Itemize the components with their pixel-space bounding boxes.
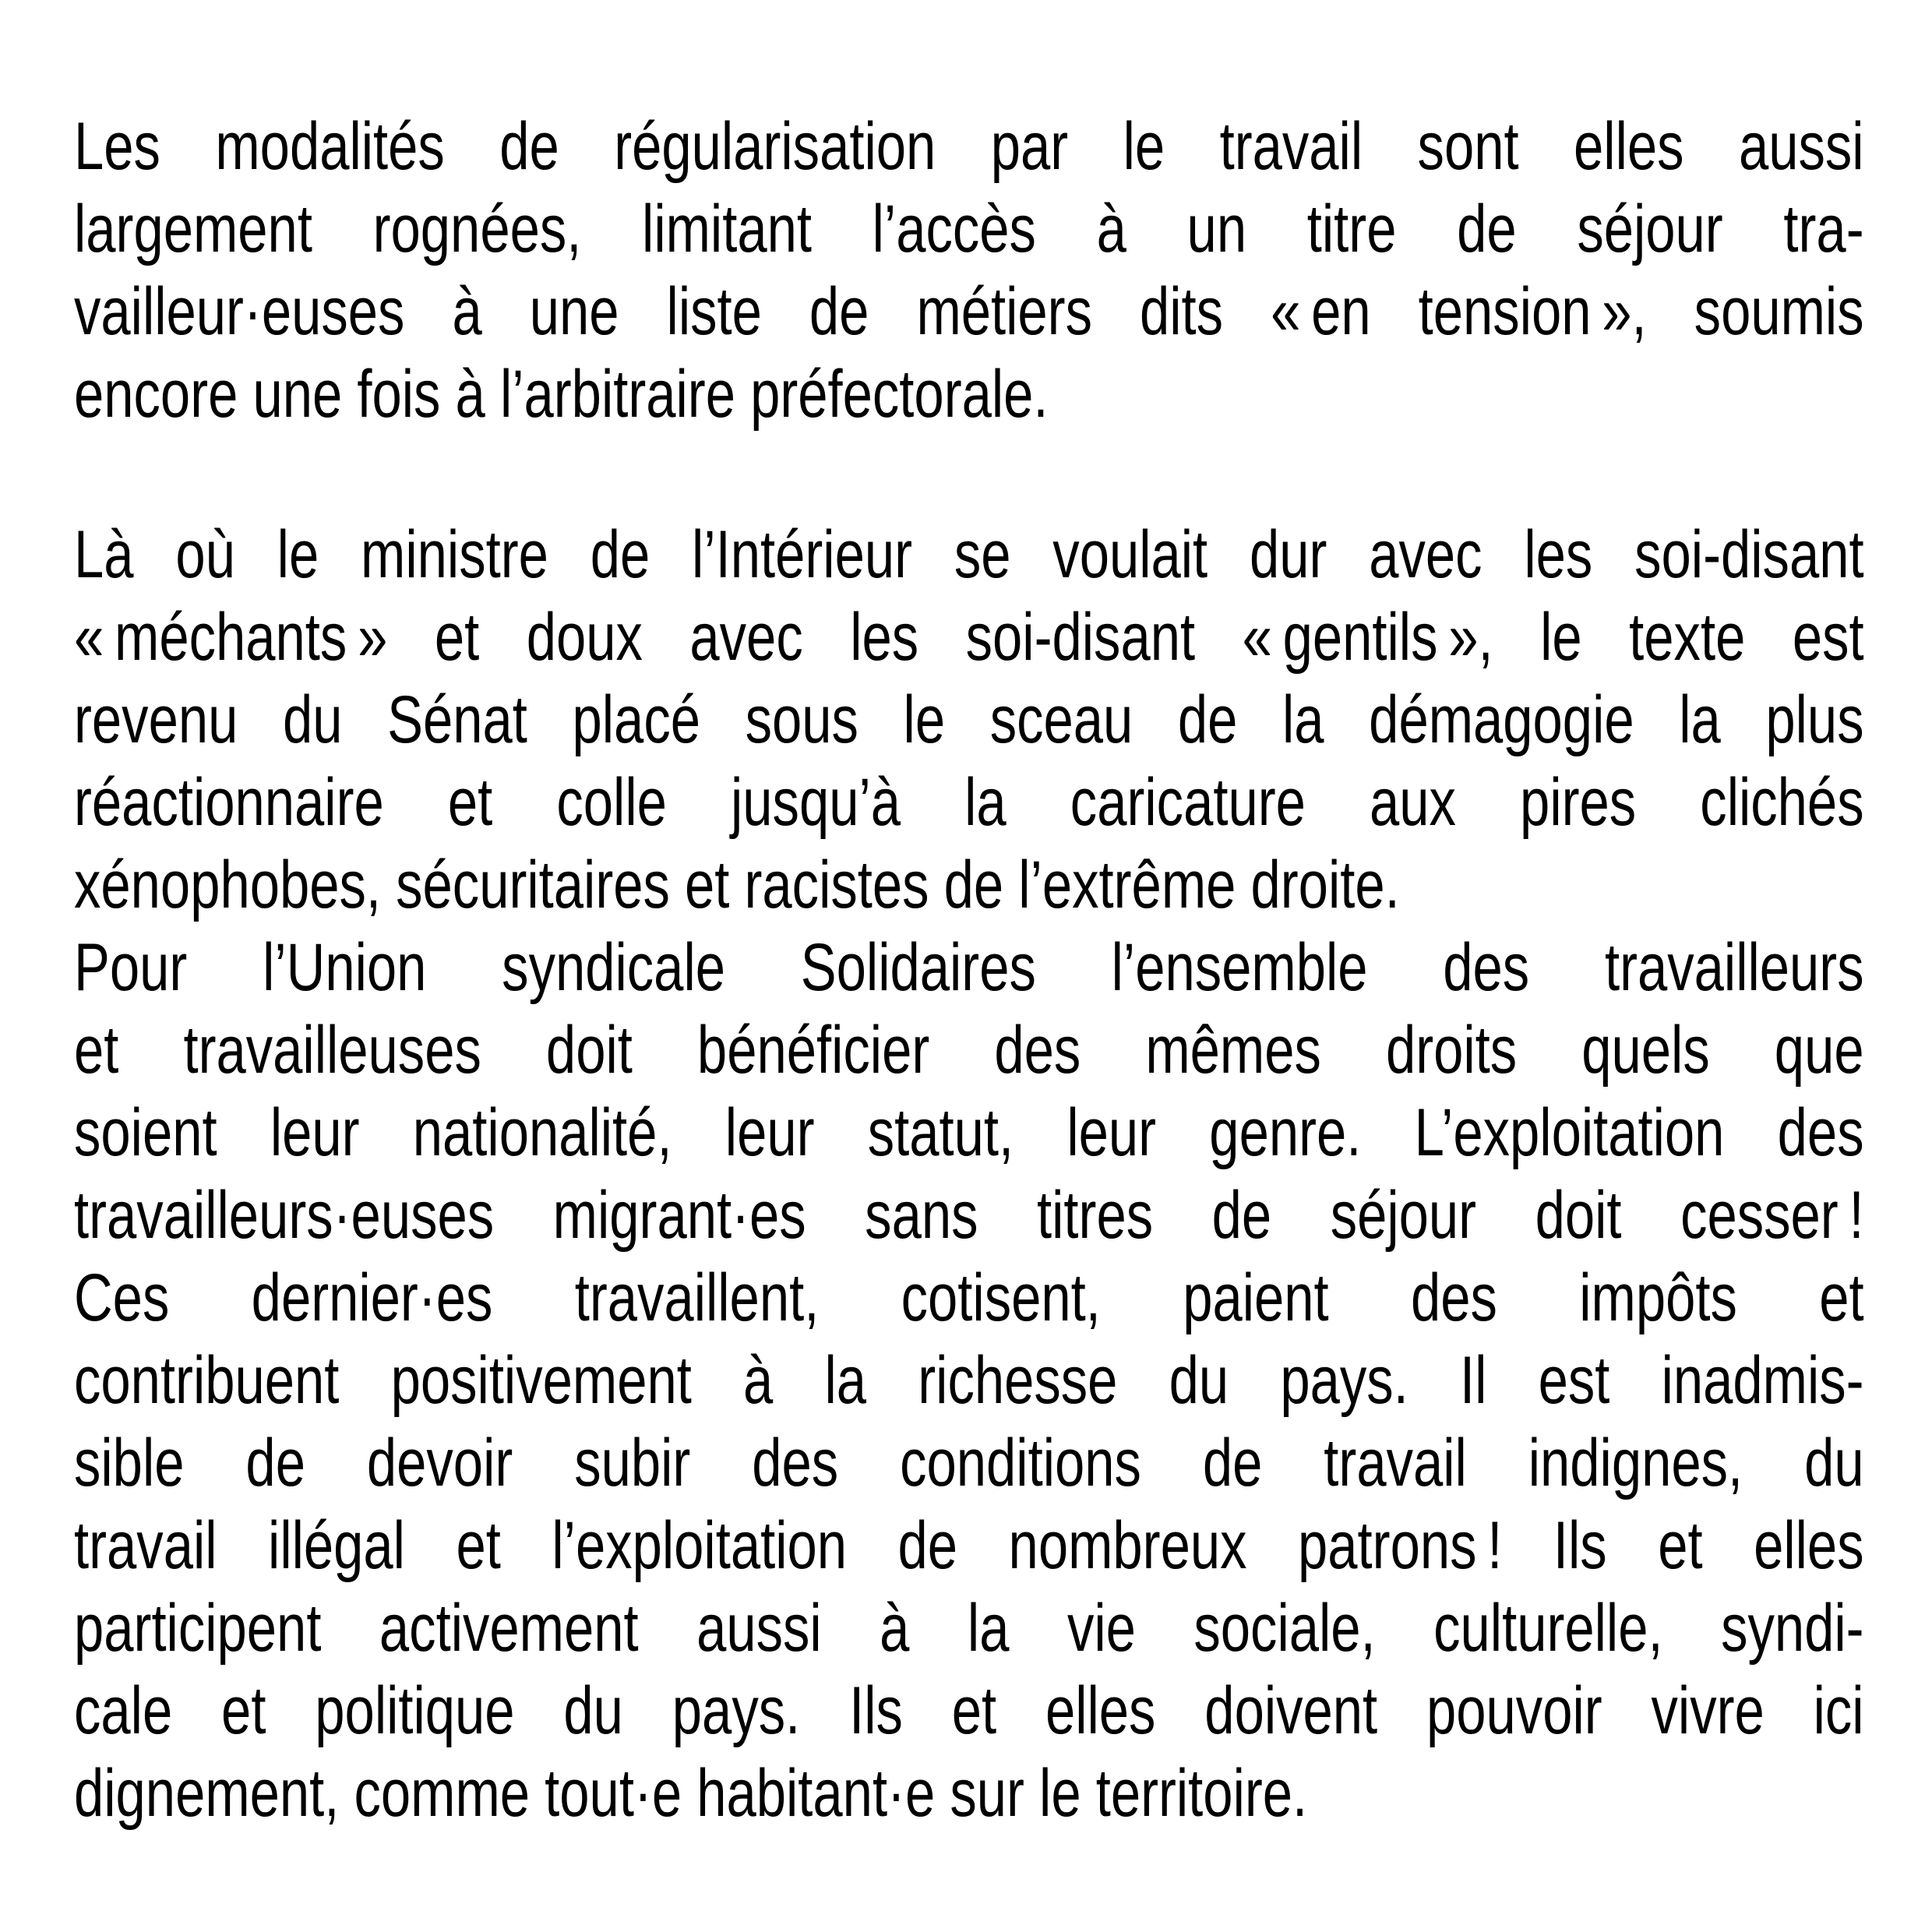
paragraph-ministre-interieur [74, 513, 1864, 926]
text-line: encore une fois à l’arbitraire préfectorale. [74, 357, 1049, 432]
text-line: soient leur nationalité, leur statut, leur genre. L’exploitation des [74, 1095, 1864, 1170]
text-line: dignement, comme tout·e habitant·e sur le territoire. [74, 1756, 1308, 1831]
text-line: participent activement aussi à la vie sociale, culturelle, syndi- [74, 1591, 1864, 1666]
text-line: vailleur·euses à une liste de métiers dits « en tension », soumis [74, 274, 1864, 349]
text-line: réactionnaire et colle jusqu’à la caricature aux pires clichés [74, 765, 1864, 840]
text-line: travail illégal et l’exploitation de nombreux patrons ! Ils et elles [74, 1508, 1864, 1583]
text-line: Pour l’Union syndicale Solidaires l’ensemble des travailleurs [74, 930, 1864, 1005]
text-line: xénophobes, sécuritaires et racistes de l’extrême droite. [74, 848, 1400, 922]
text-line: largement rognées, limitant l’accès à un titre de séjour tra- [74, 192, 1864, 266]
text-line: Les modalités de régularisation par le travail sont elles aussi [74, 109, 1864, 184]
paragraph-regularisation-travail [74, 105, 1864, 435]
text-line: sible de devoir subir des conditions de travail indignes, du [74, 1426, 1864, 1500]
text-line: et travailleuses doit bénéficier des mêmes droits quels que [74, 1013, 1864, 1088]
text-line: travailleurs·euses migrant·es sans titres de séjour doit cesser ! [74, 1178, 1864, 1253]
text-line: Là où le ministre de l’Intérieur se voulait dur avec les soi-disant [74, 517, 1864, 592]
text-line: « méchants » et doux avec les soi-disant « gentils », le texte est [74, 600, 1864, 675]
document-body [74, 105, 1864, 1835]
text-line: revenu du Sénat placé sous le sceau de la démagogie la plus [74, 682, 1864, 757]
paragraph-union-syndicale-solidaires [74, 926, 1864, 1835]
text-line: cale et politique du pays. Ils et elles doivent pouvoir vivre ici [74, 1673, 1864, 1748]
text-line: contribuent positivement à la richesse du pays. Il est inadmis- [74, 1343, 1864, 1418]
text-line: Ces dernier·es travaillent, cotisent, paient des impôts et [74, 1260, 1864, 1335]
